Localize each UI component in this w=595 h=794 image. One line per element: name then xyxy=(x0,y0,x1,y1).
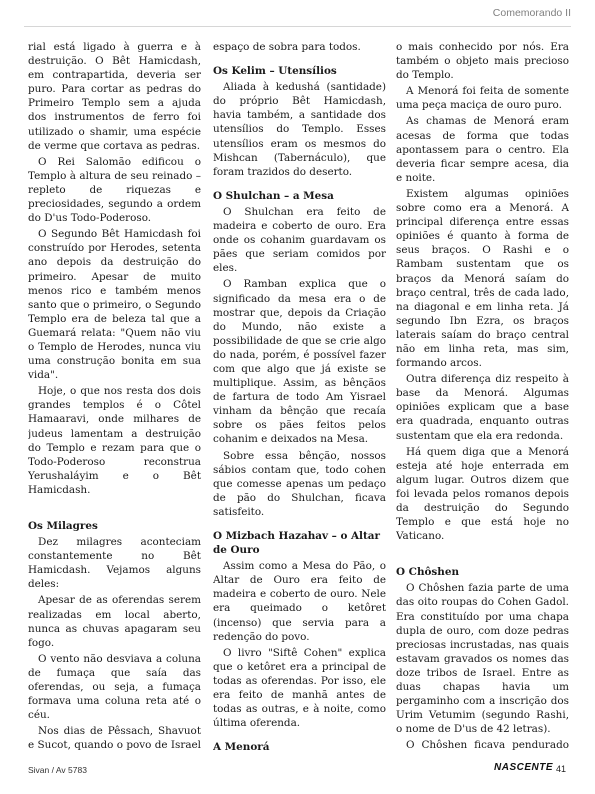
paragraph: Existem algumas opiniões sobre como era a Menorá. A principal diferença entre essas opiniões é quanto à forma de seus braços. O Rashi e o Rambam sustentam que os braços da Menorá saíam do braço central, três de cada lado, na diagonal e em linha reta. Já segundo Ibn Ezra, os braços laterais saíam do braço central não em linha reta, mas sim, formando arcos. xyxy=(396,187,569,370)
column-3 xyxy=(396,40,569,752)
paragraph: Aliada à kedushá (santidade) do próprio Bêt Hamicdash, havia também, a santidade dos utensílios do Templo. Esses utensílios eram os mesmos do Mishcan (Tabernáculo), que foram trazidos do deserto. xyxy=(213,81,386,178)
paragraph: Hoje, o que nos resta dos dois grandes templos é o Côtel Hamaaravi, onde milhares de judeus lamentam a destruição do Templo e rezam para que o Todo-Poderoso reconstrua Yerushaláyim e o Bêt Hamicdash. xyxy=(28,385,201,496)
subheading-kelim: Os Kelim – Utensílios xyxy=(213,65,337,78)
paragraph: O vento não desviava a coluna de fumaça que saía das oferendas, ou seja, a fumaça formava uma coluna reta até o céu. xyxy=(28,652,201,722)
paragraph: o mais conhecido por nós. Era também o objeto mais precioso do Templo. xyxy=(396,41,569,82)
page-number: 41 xyxy=(556,764,567,774)
subheading-shulchan: O Shulchan – a Mesa xyxy=(213,189,334,202)
paragraph: Assim como a Mesa do Pão, o Altar de Ouro era feito de madeira e coberto de ouro. Nele era queimado o ketôret (incenso) que servia para a redenção do povo. xyxy=(213,560,386,643)
subheading-milagres: Os Milagres xyxy=(28,520,98,532)
magazine-logo: NASCENTE xyxy=(494,762,554,773)
paragraph: O Segundo Bêt Hamicdash foi construído por Herodes, setenta ano depois da destruição do primeiro. Apesar de muito menos rico e também menos santo que o primeiro, o Segundo Templo era de beleza tal que a Guemará relata: "Quem não viu o Templo de Herodes, nunca viu uma construção bonita em sua vida". xyxy=(28,228,201,382)
paragraph: A Menorá foi feita de somente uma peça maciça de ouro puro. xyxy=(396,85,569,112)
issue-date: Sivan / Av 5783 xyxy=(28,765,87,775)
paragraph: rial está ligado à guerra e à destruição. O Bêt Hamicdash, em contrapartida, deveria ser puro. Para cortar as pedras do Primeiro Templo sem a ajuda dos instrumentos de ferro foi utilizado o shamir, uma espécie de verme que cortava as pedras. xyxy=(28,41,201,152)
paragraph: O Ramban explica que o significado da mesa era o de mostrar que, depois da Criação do Mundo, não existe a possibilidade de que se crie algo do nada, porém, é possível fazer com que algo que já existe se multiplique. Assim, as bênçãos de fartura de todo Am Yisrael vinham da bênção que recaía sobre os pães feitos pelos cohanim e deixados na Mesa. xyxy=(213,278,386,446)
paragraph: O Shulchan era feito de madeira e coberto de ouro. Era onde os cohanim guardavam os pães que seriam comidos por eles. xyxy=(213,205,386,275)
paragraph: O Chôshen fazia parte de uma das oito roupas do Cohen Gadol. Era constituído por uma chapa dupla de ouro, com doze pedras preciosas incrustadas, nas quais estavam gravados os nomes das doze tribos de Israel. Entre as duas chapas havia um pergaminho com a inscrição dos Urim Vetumim (segundo Rashi, o nome de D'us de 42 letras). xyxy=(396,582,569,736)
paragraph: Sobre essa bênção, nossos sábios contam que, todo cohen que comesse apenas um pedaço de pão do Shulchan, ficava satisfeito. xyxy=(213,449,386,518)
column-1 xyxy=(28,40,201,752)
paragraph: Outra diferença diz respeito à base da Menorá. Algumas opiniões explicam que a base era quadrada, enquanto outras sustentam que ela era redonda. xyxy=(396,373,569,442)
paragraph: Apesar de as oferendas serem realizadas em local aberto, nunca as chuvas apagaram seu fogo. xyxy=(28,594,201,649)
paragraph: Nos dias de Pêssach, Shavuot e Sucot, quando o povo de Israel xyxy=(28,725,201,752)
paragraph: O Chôshen ficava pendurado xyxy=(406,739,569,752)
paragraph: O livro "Siftê Cohen" explica que o ketôret era a principal de todas as oferendas. Por isso, ele era feito de manhã antes de todas as outras, e à noite, como última oferenda. xyxy=(213,646,386,730)
paragraph: espaço de sobra para todos. xyxy=(213,41,361,53)
paragraph: O Rei Salomão edificou o Templo à altura de seu reinado – repleto de riquezas e preciosidades, segundo a ordem do D'us Todo-Poderoso. xyxy=(28,155,201,225)
paragraph: Dez milagres aconteciam constantemente no Bêt Hamicdash. Vejamos alguns deles: xyxy=(28,536,201,591)
subheading-choshen: O Chôshen xyxy=(396,566,459,579)
subheading-menora: A Menorá xyxy=(213,741,270,752)
column-2 xyxy=(213,40,386,752)
subheading-mizbach: O Mizbach Hazahav – o Altar de Ouro xyxy=(213,530,381,557)
section-title: Comemorando II xyxy=(492,7,571,19)
paragraph: As chamas de Menorá eram acesas de forma que todas apontassem para o centro. Ela deveria ficar sempre acesa, dia e noite. xyxy=(396,115,569,184)
paragraph: Há quem diga que a Menorá esteja até hoje enterrada em algum lugar. Outros dizem que foi levada pelos romanos depois da destruição do Segundo Templo e que está hoje no Vaticano. xyxy=(396,445,569,543)
header-divider xyxy=(24,26,571,27)
